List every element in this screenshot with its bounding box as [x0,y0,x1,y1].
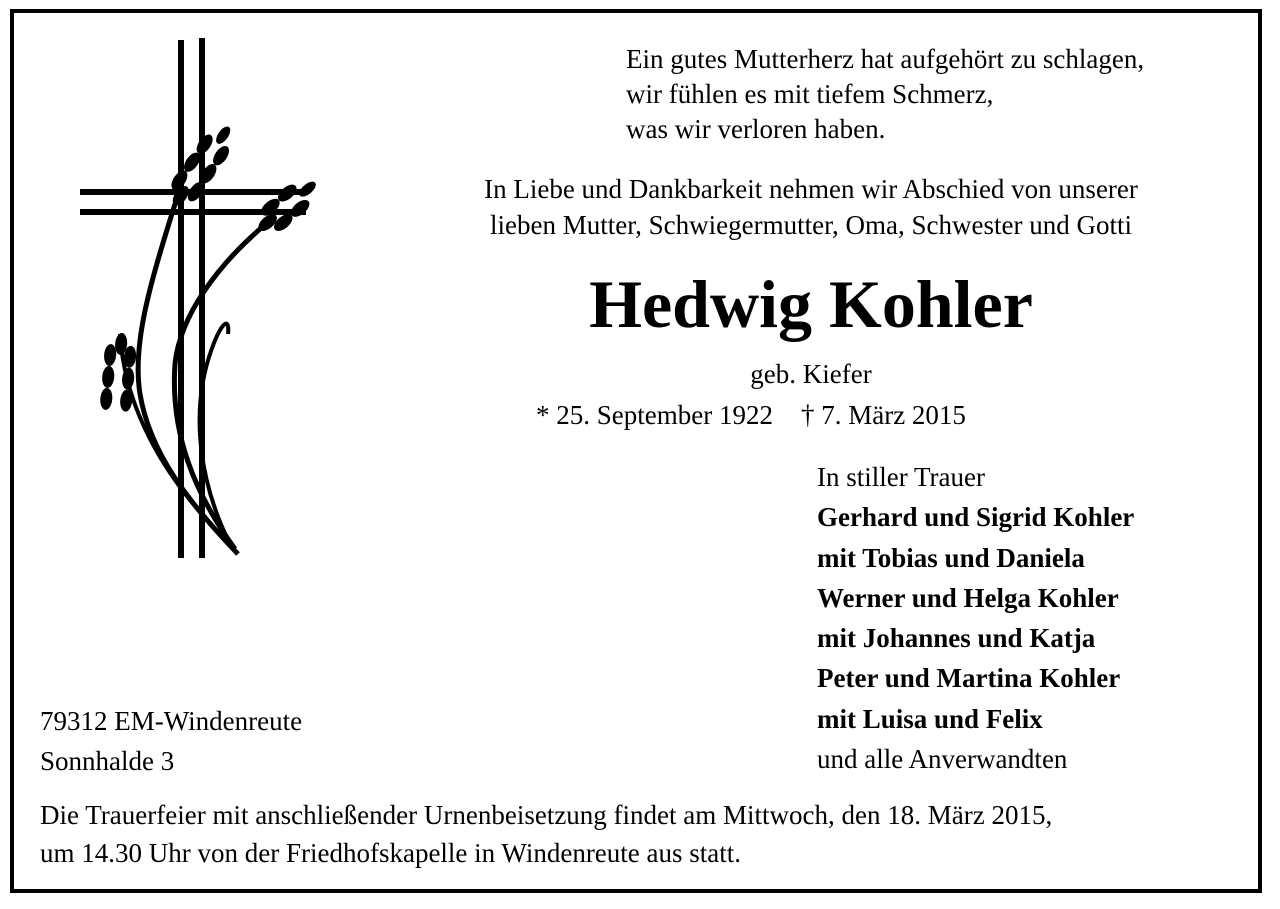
address-street: Sonnhalde 3 [40,746,175,776]
mourner-family: mit Johannes und Katja [817,623,1096,654]
mourner-family: Gerhard und Sigrid Kohler [817,502,1135,533]
address-city: 79312 EM-Windenreute [40,706,303,736]
mourner-family: Peter und Martina Kohler [817,663,1121,694]
address [40,701,302,781]
poem [626,42,1144,147]
deceased-name: Hedwig Kohler [589,266,1033,342]
poem-line: was wir verloren haben. [626,114,886,144]
mourner-family: mit Luisa und Felix [817,703,1043,734]
life-dates [536,397,966,433]
intro-line: In Liebe und Dankbarkeit nehmen wir Abschied von unserer [484,174,1138,204]
poem-line: Ein gutes Mutterherz hat aufgehört zu schlagen, [626,44,1145,74]
service-line: um 14.30 Uhr von der Friedhofskapelle in Windenreute aus statt. [40,838,742,868]
mourners-list [817,457,1134,779]
mourners-closing: und alle Anverwandten [817,744,1068,775]
poem-line: wir fühlen es mit tiefem Schmerz, [626,79,994,109]
cross-with-wheat-icon [70,34,320,564]
mourners-intro: In stiller Trauer [817,462,985,492]
mourner-family: Werner und Helga Kohler [817,582,1119,613]
death-date: † 7. März 2015 [800,400,966,430]
service-notice [40,796,1052,872]
mourner-family: mit Tobias und Daniela [817,542,1085,573]
maiden-name: geb. Kiefer [750,359,872,389]
farewell-intro [366,171,1256,243]
service-line: Die Trauerfeier mit anschließender Urnenbeisetzung findet am Mittwoch, den 18. März 2015, [40,800,1053,830]
intro-line: lieben Mutter, Schwiegermutter, Oma, Schwester und Gotti [490,210,1132,240]
birth-date: * 25. September 1922 [536,400,773,430]
